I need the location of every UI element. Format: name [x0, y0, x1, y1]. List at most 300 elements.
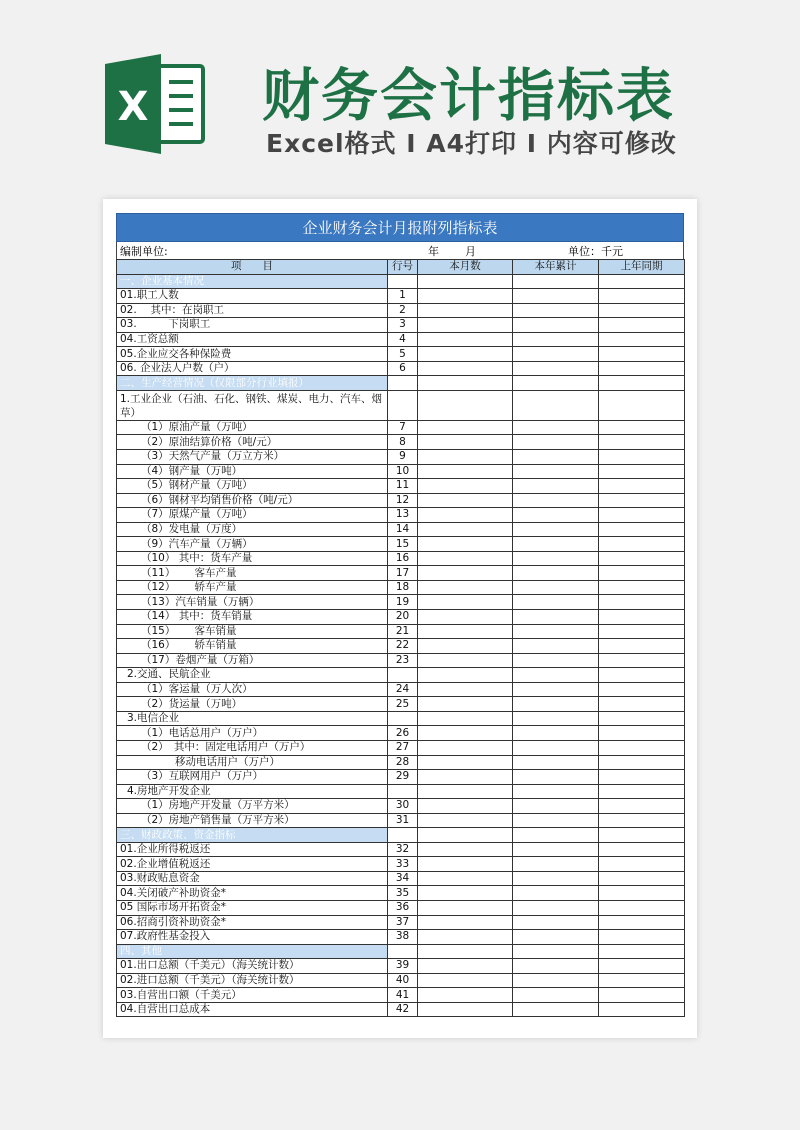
row-number-cell: 18 — [388, 580, 418, 595]
month-label: 月 — [465, 245, 476, 258]
item-cell: （15） 客车销量 — [117, 624, 388, 639]
item-cell: （2）货运量（万吨） — [117, 697, 388, 712]
last-year-cell[interactable] — [599, 566, 685, 581]
ytd-cell[interactable] — [513, 479, 599, 494]
last-year-cell[interactable] — [599, 347, 685, 362]
last-year-cell[interactable] — [599, 450, 685, 465]
item-cell: （6）钢材平均销售价格（吨/元） — [117, 493, 388, 508]
this-month-cell[interactable] — [418, 624, 513, 639]
row-number-cell: 28 — [388, 755, 418, 770]
this-month-cell[interactable] — [418, 435, 513, 450]
row-number-cell: 17 — [388, 566, 418, 581]
ytd-cell[interactable] — [513, 711, 599, 726]
table-row — [117, 522, 685, 537]
this-month-cell[interactable] — [418, 361, 513, 376]
table-row — [117, 784, 685, 799]
column-header-last-year: 上年同期 — [599, 260, 685, 275]
last-year-cell[interactable] — [599, 828, 685, 843]
ytd-cell[interactable] — [513, 886, 599, 901]
spreadsheet-sheet — [103, 199, 697, 1038]
column-header-row-no: 行号 — [388, 260, 418, 275]
item-cell: （1）房地产开发量（万平方米） — [117, 799, 388, 814]
table-row — [117, 624, 685, 639]
row-number-cell: 31 — [388, 813, 418, 828]
ytd-cell[interactable] — [513, 697, 599, 712]
last-year-cell[interactable] — [599, 390, 685, 420]
ytd-cell[interactable] — [513, 610, 599, 625]
row-number-cell: 7 — [388, 420, 418, 435]
row-number-cell: 42 — [388, 1002, 418, 1017]
table-row — [117, 551, 685, 566]
table-row — [117, 464, 685, 479]
row-number-cell — [388, 390, 418, 420]
last-year-cell[interactable] — [599, 580, 685, 595]
last-year-cell[interactable] — [599, 842, 685, 857]
ytd-cell[interactable] — [513, 857, 599, 872]
table-row — [117, 361, 685, 376]
item-cell: 07.政府性基金投入 — [117, 930, 388, 945]
this-month-cell[interactable] — [418, 828, 513, 843]
row-number-cell: 29 — [388, 770, 418, 785]
last-year-cell[interactable] — [599, 420, 685, 435]
column-header-this-month: 本月数 — [418, 260, 513, 275]
table-row — [117, 930, 685, 945]
table-row — [117, 566, 685, 581]
item-cell: （8）发电量（万度） — [117, 522, 388, 537]
ytd-cell[interactable] — [513, 274, 599, 289]
table-row — [117, 697, 685, 712]
row-number-cell: 26 — [388, 726, 418, 741]
this-month-cell[interactable] — [418, 842, 513, 857]
item-cell: （9）汽车产量（万辆） — [117, 537, 388, 552]
ytd-cell[interactable] — [513, 522, 599, 537]
item-cell: （4）钢产量（万吨） — [117, 464, 388, 479]
item-cell: （16） 轿车销量 — [117, 639, 388, 654]
row-number-cell: 4 — [388, 332, 418, 347]
table-row — [117, 740, 685, 755]
last-year-cell[interactable] — [599, 508, 685, 523]
row-number-cell: 27 — [388, 740, 418, 755]
this-month-cell[interactable] — [418, 944, 513, 959]
ytd-cell[interactable] — [513, 303, 599, 318]
row-number-cell: 16 — [388, 551, 418, 566]
ytd-cell[interactable] — [513, 318, 599, 333]
row-number-cell: 25 — [388, 697, 418, 712]
ytd-cell[interactable] — [513, 332, 599, 347]
ytd-cell[interactable] — [513, 813, 599, 828]
table-row — [117, 711, 685, 726]
last-year-cell[interactable] — [599, 479, 685, 494]
page-header — [0, 0, 800, 190]
last-year-cell[interactable] — [599, 318, 685, 333]
last-year-cell[interactable] — [599, 886, 685, 901]
table-row — [117, 682, 685, 697]
table-row — [117, 390, 685, 420]
item-cell: （1）原油产量（万吨） — [117, 420, 388, 435]
table-row — [117, 973, 685, 988]
row-number-cell: 8 — [388, 435, 418, 450]
item-cell: 3.电信企业 — [117, 711, 388, 726]
last-year-cell[interactable] — [599, 639, 685, 654]
item-cell: （10） 其中：货车产量 — [117, 551, 388, 566]
table-row — [117, 318, 685, 333]
item-cell: 2.交通、民航企业 — [117, 668, 388, 683]
row-number-cell — [388, 828, 418, 843]
table-row — [117, 493, 685, 508]
this-month-cell[interactable] — [418, 537, 513, 552]
this-month-cell[interactable] — [418, 289, 513, 304]
item-cell: （3）天然气产量（万立方米） — [117, 450, 388, 465]
row-number-cell: 24 — [388, 682, 418, 697]
this-month-cell[interactable] — [418, 740, 513, 755]
row-number-cell — [388, 668, 418, 683]
last-year-cell[interactable] — [599, 303, 685, 318]
this-month-cell[interactable] — [418, 551, 513, 566]
table-row — [117, 726, 685, 741]
last-year-cell[interactable] — [599, 944, 685, 959]
this-month-cell[interactable] — [418, 332, 513, 347]
item-cell: 一、企业基本情况 — [117, 274, 388, 289]
table-row — [117, 332, 685, 347]
last-year-cell[interactable] — [599, 274, 685, 289]
row-number-cell: 22 — [388, 639, 418, 654]
row-number-cell: 14 — [388, 522, 418, 537]
ytd-cell[interactable] — [513, 900, 599, 915]
last-year-cell[interactable] — [599, 770, 685, 785]
this-month-cell[interactable] — [418, 930, 513, 945]
row-number-cell: 15 — [388, 537, 418, 552]
last-year-cell[interactable] — [599, 711, 685, 726]
ytd-cell[interactable] — [513, 624, 599, 639]
row-number-cell: 30 — [388, 799, 418, 814]
last-year-cell[interactable] — [599, 435, 685, 450]
item-cell: 移动电话用户（万户） — [117, 755, 388, 770]
item-cell: （2）房地产销售量（万平方米） — [117, 813, 388, 828]
item-cell: （17）卷烟产量（万箱） — [117, 653, 388, 668]
this-month-cell[interactable] — [418, 450, 513, 465]
table-row — [117, 871, 685, 886]
last-year-cell[interactable] — [599, 464, 685, 479]
row-number-cell: 9 — [388, 450, 418, 465]
this-month-cell[interactable] — [418, 390, 513, 420]
item-cell: 03.财政贴息资金 — [117, 871, 388, 886]
ytd-cell[interactable] — [513, 915, 599, 930]
item-cell: 04.工资总额 — [117, 332, 388, 347]
ytd-cell[interactable] — [513, 653, 599, 668]
sheet-meta-row — [116, 242, 684, 259]
ytd-cell[interactable] — [513, 464, 599, 479]
this-month-cell[interactable] — [418, 318, 513, 333]
ytd-cell[interactable] — [513, 595, 599, 610]
item-cell: 01.出口总额（千美元）（海关统计数） — [117, 959, 388, 974]
table-row — [117, 508, 685, 523]
this-month-cell[interactable] — [418, 566, 513, 581]
this-month-cell[interactable] — [418, 420, 513, 435]
row-number-cell: 12 — [388, 493, 418, 508]
this-month-cell[interactable] — [418, 711, 513, 726]
ytd-cell[interactable] — [513, 1002, 599, 1017]
last-year-cell[interactable] — [599, 653, 685, 668]
ytd-cell[interactable] — [513, 770, 599, 785]
last-year-cell[interactable] — [599, 973, 685, 988]
ytd-cell[interactable] — [513, 784, 599, 799]
this-month-cell[interactable] — [418, 464, 513, 479]
last-year-cell[interactable] — [599, 813, 685, 828]
item-cell: （14） 其中：货车销量 — [117, 610, 388, 625]
last-year-cell[interactable] — [599, 915, 685, 930]
this-month-cell[interactable] — [418, 1002, 513, 1017]
item-cell: 06. 企业法人户数（户） — [117, 361, 388, 376]
row-number-cell: 13 — [388, 508, 418, 523]
ytd-cell[interactable] — [513, 289, 599, 304]
ytd-cell[interactable] — [513, 420, 599, 435]
ytd-cell[interactable] — [513, 537, 599, 552]
ytd-cell[interactable] — [513, 435, 599, 450]
last-year-cell[interactable] — [599, 755, 685, 770]
last-year-cell[interactable] — [599, 930, 685, 945]
this-month-cell[interactable] — [418, 668, 513, 683]
last-year-cell[interactable] — [599, 740, 685, 755]
ytd-cell[interactable] — [513, 740, 599, 755]
ytd-cell[interactable] — [513, 930, 599, 945]
ytd-cell[interactable] — [513, 726, 599, 741]
last-year-cell[interactable] — [599, 784, 685, 799]
table-row — [117, 639, 685, 654]
this-month-cell[interactable] — [418, 522, 513, 537]
this-month-cell[interactable] — [418, 274, 513, 289]
this-month-cell[interactable] — [418, 784, 513, 799]
row-number-cell: 10 — [388, 464, 418, 479]
row-number-cell: 6 — [388, 361, 418, 376]
table-row — [117, 450, 685, 465]
row-number-cell: 41 — [388, 988, 418, 1003]
row-number-cell: 34 — [388, 871, 418, 886]
row-number-cell: 20 — [388, 610, 418, 625]
table-row — [117, 813, 685, 828]
table-row — [117, 610, 685, 625]
last-year-cell[interactable] — [599, 799, 685, 814]
this-month-cell[interactable] — [418, 915, 513, 930]
ytd-cell[interactable] — [513, 450, 599, 465]
item-cell: （5）钢材产量（万吨） — [117, 479, 388, 494]
section-header-row — [117, 274, 685, 289]
last-year-cell[interactable] — [599, 376, 685, 391]
this-month-cell[interactable] — [418, 973, 513, 988]
row-number-cell: 32 — [388, 842, 418, 857]
item-cell: （1）客运量（万人次） — [117, 682, 388, 697]
column-header-ytd: 本年累计 — [513, 260, 599, 275]
section-header-row — [117, 944, 685, 959]
year-label: 年 — [428, 245, 439, 258]
item-cell: （11） 客车产量 — [117, 566, 388, 581]
section-header-row — [117, 376, 685, 391]
this-month-cell[interactable] — [418, 347, 513, 362]
ytd-cell[interactable] — [513, 580, 599, 595]
item-cell: 4.房地产开发企业 — [117, 784, 388, 799]
last-year-cell[interactable] — [599, 624, 685, 639]
ytd-cell[interactable] — [513, 376, 599, 391]
table-row — [117, 537, 685, 552]
row-number-cell: 23 — [388, 653, 418, 668]
row-number-cell: 2 — [388, 303, 418, 318]
this-month-cell[interactable] — [418, 697, 513, 712]
item-cell: 03.自营出口额（千美元） — [117, 988, 388, 1003]
this-month-cell[interactable] — [418, 376, 513, 391]
ytd-cell[interactable] — [513, 682, 599, 697]
item-cell: 01.职工人数 — [117, 289, 388, 304]
item-cell: （12） 轿车产量 — [117, 580, 388, 595]
row-number-cell: 33 — [388, 857, 418, 872]
last-year-cell[interactable] — [599, 595, 685, 610]
table-row — [117, 595, 685, 610]
item-cell: （13）汽车销量（万辆） — [117, 595, 388, 610]
ytd-cell[interactable] — [513, 799, 599, 814]
excel-icon — [103, 52, 207, 156]
this-month-cell[interactable] — [418, 770, 513, 785]
this-month-cell[interactable] — [418, 900, 513, 915]
ytd-cell[interactable] — [513, 973, 599, 988]
last-year-cell[interactable] — [599, 1002, 685, 1017]
last-year-cell[interactable] — [599, 682, 685, 697]
ytd-cell[interactable] — [513, 508, 599, 523]
item-cell: 四、其他 — [117, 944, 388, 959]
this-month-cell[interactable] — [418, 682, 513, 697]
item-cell: （3）互联网用户（万户） — [117, 770, 388, 785]
row-number-cell — [388, 944, 418, 959]
ytd-cell[interactable] — [513, 361, 599, 376]
this-month-cell[interactable] — [418, 479, 513, 494]
this-month-cell[interactable] — [418, 988, 513, 1003]
ytd-cell[interactable] — [513, 959, 599, 974]
last-year-cell[interactable] — [599, 959, 685, 974]
item-cell: 04.关闭破产补助资金* — [117, 886, 388, 901]
table-row — [117, 857, 685, 872]
row-number-cell: 3 — [388, 318, 418, 333]
last-year-cell[interactable] — [599, 610, 685, 625]
row-number-cell: 35 — [388, 886, 418, 901]
last-year-cell[interactable] — [599, 726, 685, 741]
table-row — [117, 479, 685, 494]
ytd-cell[interactable] — [513, 871, 599, 886]
indicator-table-body — [117, 260, 685, 1017]
row-number-cell: 39 — [388, 959, 418, 974]
row-number-cell: 19 — [388, 595, 418, 610]
this-month-cell[interactable] — [418, 886, 513, 901]
item-cell: （7）原煤产量（万吨） — [117, 508, 388, 523]
ytd-cell[interactable] — [513, 493, 599, 508]
last-year-cell[interactable] — [599, 332, 685, 347]
ytd-cell[interactable] — [513, 828, 599, 843]
last-year-cell[interactable] — [599, 493, 685, 508]
last-year-cell[interactable] — [599, 522, 685, 537]
item-cell: （1）电话总用户（万户） — [117, 726, 388, 741]
page-title: 财务会计指标表 — [262, 63, 675, 129]
table-row — [117, 900, 685, 915]
row-number-cell — [388, 711, 418, 726]
row-number-cell: 38 — [388, 930, 418, 945]
table-row — [117, 915, 685, 930]
item-cell: 二、生产经营情况（仅限部分行业填报） — [117, 376, 388, 391]
table-row — [117, 303, 685, 318]
table-row — [117, 959, 685, 974]
ytd-cell[interactable] — [513, 842, 599, 857]
item-cell: 02.进口总额（千美元）（海关统计数） — [117, 973, 388, 988]
section-header-row — [117, 828, 685, 843]
table-row — [117, 668, 685, 683]
this-month-cell[interactable] — [418, 653, 513, 668]
item-cell: 03. 下岗职工 — [117, 318, 388, 333]
this-month-cell[interactable] — [418, 580, 513, 595]
ytd-cell[interactable] — [513, 566, 599, 581]
ytd-cell[interactable] — [513, 668, 599, 683]
table-row — [117, 770, 685, 785]
last-year-cell[interactable] — [599, 900, 685, 915]
item-cell: （2） 其中：固定电话用户（万户） — [117, 740, 388, 755]
row-number-cell: 5 — [388, 347, 418, 362]
row-number-cell — [388, 274, 418, 289]
item-cell: 06.招商引资补助资金* — [117, 915, 388, 930]
last-year-cell[interactable] — [599, 988, 685, 1003]
this-month-cell[interactable] — [418, 610, 513, 625]
table-row — [117, 289, 685, 304]
ytd-cell[interactable] — [513, 944, 599, 959]
excel-logo-letter: X — [117, 84, 149, 130]
this-month-cell[interactable] — [418, 726, 513, 741]
row-number-cell: 37 — [388, 915, 418, 930]
ytd-cell[interactable] — [513, 755, 599, 770]
this-month-cell[interactable] — [418, 799, 513, 814]
table-row — [117, 799, 685, 814]
last-year-cell[interactable] — [599, 668, 685, 683]
last-year-cell[interactable] — [599, 361, 685, 376]
last-year-cell[interactable] — [599, 551, 685, 566]
table-row — [117, 755, 685, 770]
ytd-cell[interactable] — [513, 347, 599, 362]
last-year-cell[interactable] — [599, 697, 685, 712]
this-month-cell[interactable] — [418, 755, 513, 770]
table-row — [117, 842, 685, 857]
row-number-cell — [388, 376, 418, 391]
ytd-cell[interactable] — [513, 988, 599, 1003]
this-month-cell[interactable] — [418, 595, 513, 610]
this-month-cell[interactable] — [418, 508, 513, 523]
this-month-cell[interactable] — [418, 813, 513, 828]
row-number-cell: 36 — [388, 900, 418, 915]
last-year-cell[interactable] — [599, 537, 685, 552]
last-year-cell[interactable] — [599, 289, 685, 304]
this-month-cell[interactable] — [418, 871, 513, 886]
item-cell: 04.自营出口总成本 — [117, 1002, 388, 1017]
ytd-cell[interactable] — [513, 551, 599, 566]
row-number-cell: 40 — [388, 973, 418, 988]
this-month-cell[interactable] — [418, 493, 513, 508]
this-month-cell[interactable] — [418, 639, 513, 654]
item-cell: 三、财政政策、资金指标 — [117, 828, 388, 843]
this-month-cell[interactable] — [418, 857, 513, 872]
this-month-cell[interactable] — [418, 303, 513, 318]
item-cell: 02. 其中：在岗职工 — [117, 303, 388, 318]
item-cell: 1.工业企业（石油、石化、钢铁、煤炭、电力、汽车、烟草） — [117, 390, 388, 420]
last-year-cell[interactable] — [599, 857, 685, 872]
currency-label: 单位：千元 — [568, 245, 623, 258]
ytd-cell[interactable] — [513, 639, 599, 654]
ytd-cell[interactable] — [513, 390, 599, 420]
item-cell: （2）原油结算价格（吨/元） — [117, 435, 388, 450]
last-year-cell[interactable] — [599, 871, 685, 886]
table-row — [117, 420, 685, 435]
row-number-cell: 21 — [388, 624, 418, 639]
this-month-cell[interactable] — [418, 959, 513, 974]
